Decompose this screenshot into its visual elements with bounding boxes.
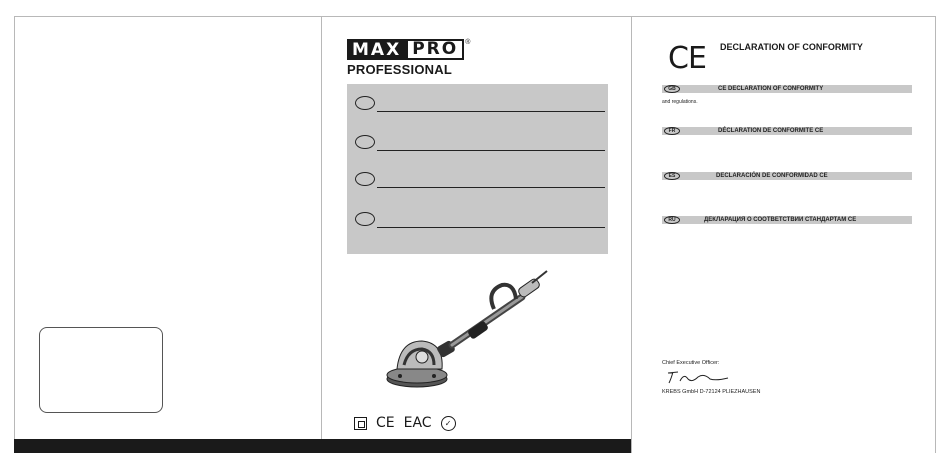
bottom-bar-middle bbox=[321, 439, 631, 453]
section-header-es bbox=[662, 172, 912, 180]
language-rule bbox=[377, 111, 605, 112]
section-title: CE DECLARATION OF CONFORMITY bbox=[718, 86, 824, 92]
ce-mark-large: CE bbox=[668, 41, 706, 76]
language-index-box bbox=[347, 84, 608, 254]
section-header-gb bbox=[662, 85, 912, 93]
ce-mark-small: CE bbox=[376, 415, 395, 431]
language-line bbox=[355, 135, 605, 151]
signature-image bbox=[664, 367, 734, 387]
declaration-title: DECLARATION OF CONFORMITY bbox=[720, 42, 863, 52]
logo-max-text: MAX bbox=[347, 39, 406, 60]
language-line bbox=[355, 96, 605, 112]
certification-circle-icon: ✓ bbox=[441, 416, 456, 431]
double-insulation-icon bbox=[354, 417, 367, 430]
declaration-page bbox=[631, 16, 936, 439]
company-address: KREBS GmbH D-72124 PLIEZHAUSEN bbox=[662, 389, 761, 395]
registered-mark: ® bbox=[465, 39, 471, 46]
section-text: and regulations. bbox=[662, 99, 698, 105]
language-rule bbox=[377, 227, 605, 228]
language-code-badge: RU bbox=[664, 216, 680, 224]
language-code-badge: GB bbox=[664, 85, 680, 93]
certification-marks bbox=[354, 415, 456, 431]
drywall-sander-illustration bbox=[382, 269, 552, 399]
signatory-label: Chief Executive Officer: bbox=[662, 360, 720, 366]
eac-mark: EAC bbox=[403, 415, 432, 431]
logo-subtitle: PROFESSIONAL bbox=[347, 62, 452, 77]
language-oval-icon bbox=[355, 212, 375, 226]
back-cover-page bbox=[14, 16, 321, 439]
language-oval-icon bbox=[355, 96, 375, 110]
language-line bbox=[355, 172, 605, 188]
section-header-fr bbox=[662, 127, 912, 135]
section-header-ru bbox=[662, 216, 912, 224]
brand-logo bbox=[347, 39, 470, 77]
language-oval-icon bbox=[355, 172, 375, 186]
language-oval-icon bbox=[355, 135, 375, 149]
section-title: DÉCLARATION DE CONFORMITE CE bbox=[718, 128, 824, 134]
language-line bbox=[355, 212, 605, 228]
section-title: DECLARACIÓN DE CONFORMIDAD CE bbox=[716, 173, 828, 179]
bottom-bar-right bbox=[631, 439, 936, 453]
language-rule bbox=[377, 150, 605, 151]
language-rule bbox=[377, 187, 605, 188]
label-sticker-box bbox=[39, 327, 163, 413]
language-code-badge: FR bbox=[664, 127, 680, 135]
bottom-bar-left bbox=[14, 439, 321, 453]
logo-pro-text: PRO bbox=[406, 39, 464, 60]
section-title: ДЕКЛАРАЦИЯ О СООТВЕТСТВИИ СТАНДАРТАМ CE bbox=[704, 217, 857, 223]
front-cover-page bbox=[321, 16, 631, 439]
language-code-badge: ES bbox=[664, 172, 680, 180]
